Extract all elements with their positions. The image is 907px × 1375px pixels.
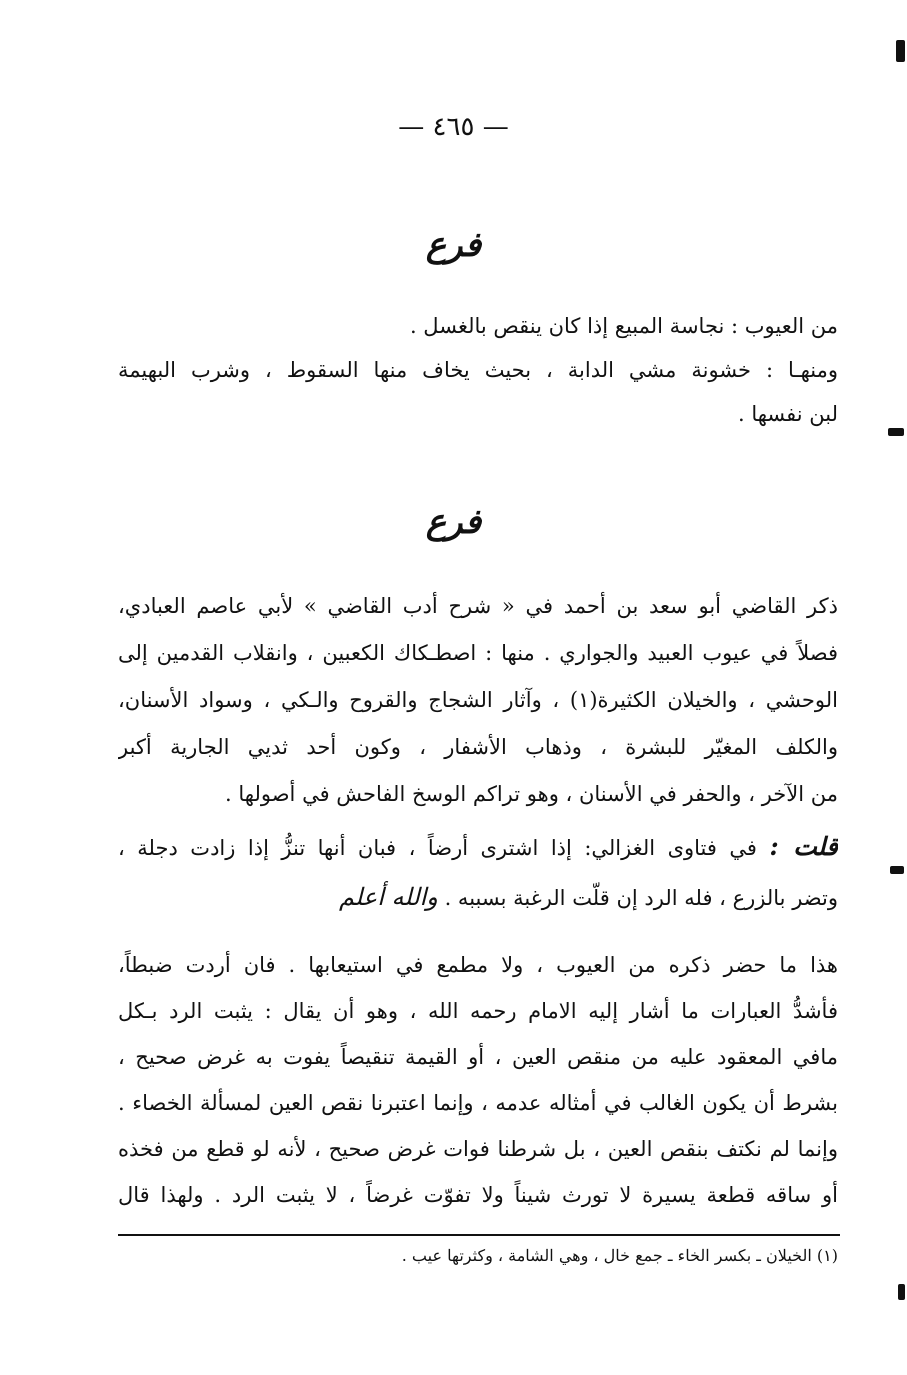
qalat-text: في فتاوى الغزالي: إذا اشترى أرضاً ، فبان أنها تنزُّ إذا زادت دجلة ، (118, 836, 757, 860)
text-line: وإنما لم نكتف بنقص العين ، بل شرطنا فوات غرض صحيح ، لأنه لو قطع من فخذه (118, 1137, 838, 1161)
closing-phrase: والله أعلم (338, 883, 438, 911)
text-line (118, 822, 838, 872)
text-line: فأشدُّ العبارات ما أشار إليه الامام رحمه الله ، وهو أن يقال : يثبت الرد بـكل (118, 999, 838, 1023)
footnote-divider (118, 1234, 840, 1236)
footnote: (١) الخيلان ـ بكسر الخاء ـ جمع خال ، وهي الشامة ، وكثرتها عيب . (401, 1246, 838, 1265)
text-line (118, 872, 838, 922)
qalat-note (118, 822, 838, 922)
text-line: من العيوب : نجاسة المبيع إذا كان ينقص بالغسل . (409, 314, 838, 338)
text-line: والكلف المغيّر للبشرة ، وذهاب الأشفار ، وكون أحد ثديي الجارية أكبر (118, 735, 838, 759)
text-line: ومنهـا : خشونة مشي الدابة ، بحيث يخاف منها السقوط ، وشرب البهيمة (118, 358, 838, 382)
text-line: الوحشي ، والخيلان الكثيرة(١) ، وآثار الشجاج والقروح والـكي ، وسواد الأسنان، (118, 688, 838, 712)
text-line: هذا ما حضر ذكره من العيوب ، ولا مطمع في استيعابها . فان أردت ضبطاً، (118, 953, 838, 977)
edge-mark (888, 428, 904, 436)
edge-mark (898, 1284, 905, 1300)
section-1-body (118, 304, 838, 436)
section-heading-1: فرع (425, 225, 482, 265)
text-line: من الآخر ، والحفر في الأسنان ، وهو تراكم الوسخ الفاحش في أصولها . (225, 782, 838, 806)
text-line: ذكر القاضي أبو سعد بن أحمد في « شرح أدب القاضي » لأبي عاصم العبادي، (118, 594, 838, 618)
text-line: مافي المعقود عليه من منقص العين ، أو القيمة تنقيصاً يفوت به غرض صحيح ، (118, 1045, 838, 1069)
section-2-body (118, 583, 838, 818)
text-line: لبن نفسها . (737, 402, 838, 426)
section-3-body (118, 942, 838, 1218)
section-heading-2: فرع (425, 502, 482, 542)
edge-mark (890, 866, 904, 874)
text-line: بشرط أن يكون الغالب في أمثاله عدمه ، وإنما اعتبرنا نقص العين لمسألة الخصاء . (118, 1091, 838, 1115)
qalat-label: قلت : (769, 832, 838, 861)
page-number: — ٤٦٥ — (398, 112, 509, 142)
text-line: أو ساقه قطعة يسيرة لا تورث شيناً ولا تفوّت غرضاً ، لا يثبت الرد . ولهذا قال (118, 1183, 838, 1207)
qalat-text-continued: وتضر بالزرع ، فله الرد إن قلّت الرغبة بسببه . (444, 886, 838, 910)
text-line: فصلاً في عيوب العبيد والجواري . منها : اصطـكاك الكعبين ، وانقلاب القدمين إلى (118, 641, 838, 665)
edge-mark (896, 40, 905, 62)
